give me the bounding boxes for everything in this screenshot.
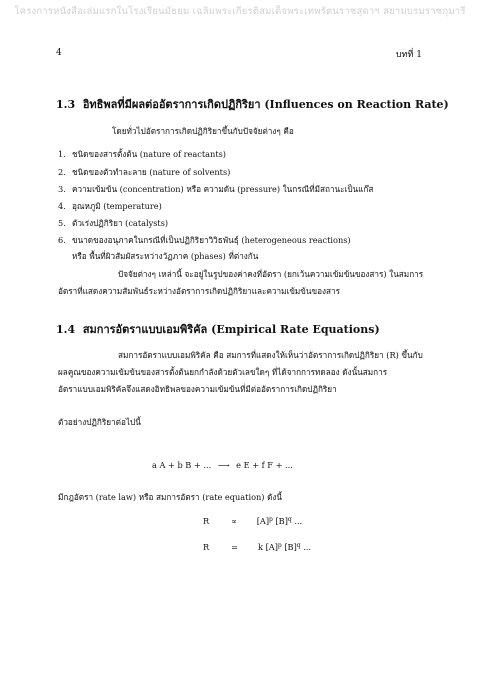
list-text: ตัวเร่งปฏิกิริยา (catalysts): [72, 218, 169, 228]
chapter-label: บทที่ 1: [395, 50, 422, 60]
list-item: [58, 236, 351, 246]
eq-rhs: k $[A]^p$ $[B]^q$ ...: [258, 542, 312, 552]
section-title: สมการอัตราแบบเอมพิริคัล (Empirical Rate Equations): [82, 323, 380, 336]
section-1-3-heading: [56, 95, 449, 113]
paragraph-line: ปัจจัยต่างๆ เหล่านี้ จะอยู่ในรูปของค่าคงที่อัตรา (ยกเว้นความเข้มข้นของสาร) ในสมการ: [118, 269, 424, 279]
eq-lhs: R: [203, 516, 210, 526]
list-text: ขนาดของอนุภาคในกรณีที่เป็นปฏิกิริยาวิวิธพันธุ์ (heterogeneous reactions): [72, 235, 351, 245]
paragraph-line: สมการอัตราแบบเอมพิริคัล คือ สมการที่แสดงให้เห็นว่าอัตราการเกิดปฏิกิริยา (R) ขึ้นกับ: [118, 350, 423, 360]
reaction-equation: [152, 460, 293, 470]
page-number: 4: [56, 48, 62, 58]
intro-text: โดยทั่วไปอัตราการเกิดปฏิกิริยาขึ้นกับปัจจัยต่างๆ คือ: [112, 126, 294, 136]
watermark: โครงการหนังสือเล่มแรกในโรงเรียนมัธยม เฉลิมพระเกียรติสมเด็จพระเทพรัตนราชสุดาฯ สยามบรมราชกุมารี: [14, 6, 466, 17]
section-1-4-heading: [56, 320, 380, 338]
list-text: ชนิดของตัวทำละลาย (nature of solvents): [72, 167, 231, 177]
reaction-arrow-icon: ⟶: [217, 460, 230, 470]
list-number: 5.: [58, 218, 66, 228]
list-text: ความเข้มข้น (concentration) หรือ ความดัน (pressure) ในกรณีที่มีสถานะเป็นแก๊ส: [72, 184, 374, 194]
reactants: a A + b B + ...: [152, 460, 212, 470]
paragraph-line: ผลคูณของความเข้มข้นของสารตั้งต้นยกกำลังด้วยตัวเลขใดๆ ที่ได้จากการทดลอง ดังนั้นสมการ: [58, 367, 388, 377]
list-item: [58, 202, 162, 212]
paragraph-line: อัตราแบบเอมพิริคัลจึงแสดงอิทธิพลของความเข้มข้นที่มีต่ออัตราการเกิดปฏิกิริยา: [58, 384, 337, 394]
eq-operator: ∝: [231, 516, 237, 526]
rate-law-equation: [203, 542, 311, 552]
list-number: 2.: [58, 167, 66, 177]
rate-law-intro: มีกฎอัตรา (rate law) หรือ สมการอัตรา (rate equation) ดังนี้: [58, 492, 282, 502]
list-item-continuation: หรือ พื้นที่ผิวสัมผัสระหว่างวัฏภาค (phases) ที่ต่างกัน: [72, 251, 259, 261]
example-label: ตัวอย่างปฏิกิริยาต่อไปนี้: [58, 417, 141, 427]
eq-rhs: $[A]^p$ $[B]^q$ ...: [256, 516, 303, 526]
section-title: อิทธิพลที่มีผลต่ออัตราการเกิดปฏิกิริยา (Influences on Reaction Rate): [82, 98, 449, 111]
products: e E + f F + ...: [236, 460, 293, 470]
list-text: ชนิดของสารตั้งต้น (nature of reactants): [72, 149, 226, 159]
eq-lhs: R: [203, 542, 210, 552]
rate-proportional-equation: [203, 516, 302, 526]
list-text: อุณหภูมิ (temperature): [72, 201, 162, 211]
list-item: [58, 185, 373, 195]
section-number: 1.4: [56, 323, 76, 336]
paragraph-line: อัตราที่แสดงความสัมพันธ์ระหว่างอัตราการเกิดปฏิกิริยาและความเข้มข้นของสาร: [58, 286, 341, 296]
section-number: 1.3: [56, 98, 76, 111]
eq-operator: =: [231, 542, 239, 552]
list-number: 1.: [58, 149, 66, 159]
list-item: [58, 219, 168, 229]
list-number: 4.: [58, 201, 66, 211]
list-item: [58, 150, 226, 160]
list-item: [58, 168, 230, 178]
list-number: 3.: [58, 184, 66, 194]
list-number: 6.: [58, 235, 66, 245]
